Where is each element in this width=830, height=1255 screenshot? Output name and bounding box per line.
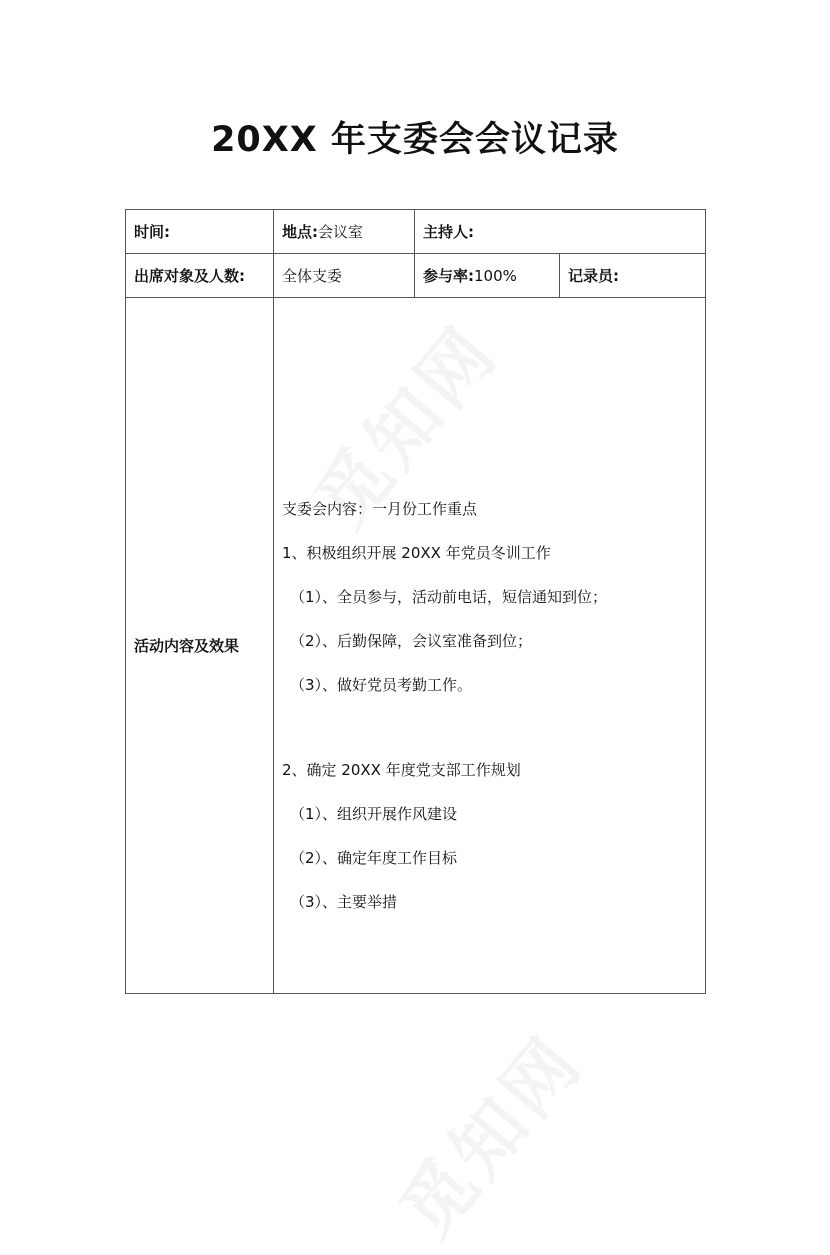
content-line: 1、积极组织开展 20XX 年党员冬训工作 xyxy=(282,544,551,562)
content-line: （1）、组织开展作风建设 xyxy=(290,805,458,823)
page-title: 20XX 年支委会会议记录 xyxy=(211,120,619,160)
attendees-value: 全体支委 xyxy=(274,254,415,298)
table-row xyxy=(126,210,706,254)
place-cell xyxy=(274,210,415,254)
content-line: （1）、全员参与，活动前电话，短信通知到位； xyxy=(290,588,608,606)
recorder-label: 记录员: xyxy=(568,267,619,285)
table-row xyxy=(126,298,706,994)
host-label: 主持人: xyxy=(423,223,474,241)
time-label: 时间: xyxy=(126,210,274,254)
rate-cell xyxy=(415,254,560,298)
content-line: 2、确定 20XX 年度党支部工作规划 xyxy=(282,761,521,779)
content-line: （3）、主要举措 xyxy=(290,893,398,911)
content-line: （3）、做好党员考勤工作。 xyxy=(290,676,473,694)
rate-value: 100% xyxy=(474,267,517,285)
activity-content xyxy=(274,298,706,994)
attendees-label: 出席对象及人数: xyxy=(126,254,274,298)
host-cell xyxy=(415,210,706,254)
content-line: （2）、确定年度工作目标 xyxy=(290,849,458,867)
place-value: 会议室 xyxy=(318,223,364,241)
rate-label: 参与率: xyxy=(423,267,474,285)
activity-label: 活动内容及效果 xyxy=(126,298,274,994)
watermark xyxy=(372,1009,602,1255)
recorder-cell xyxy=(560,254,706,298)
meeting-record-table xyxy=(125,209,706,994)
content-line: 支委会内容：一月份工作重点 xyxy=(282,500,478,518)
place-label: 地点: xyxy=(282,223,318,241)
table-row xyxy=(126,254,706,298)
content-line: （2）、后勤保障，会议室准备到位； xyxy=(290,632,533,650)
